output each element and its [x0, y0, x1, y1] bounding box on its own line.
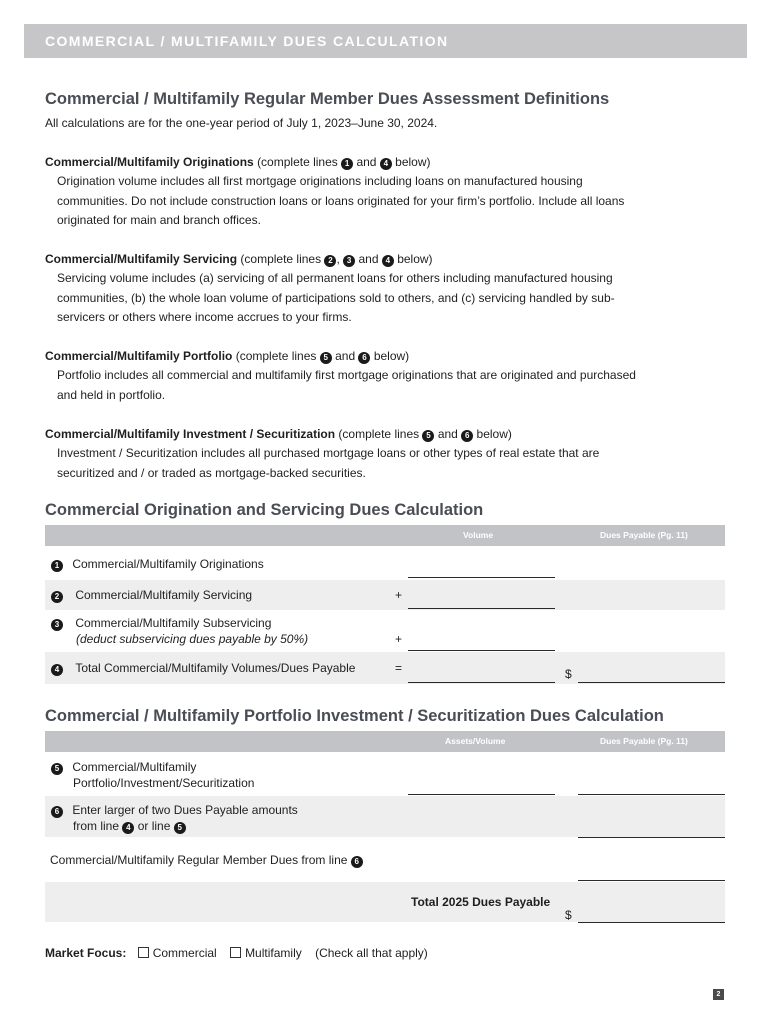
- volume-field-2[interactable]: [408, 608, 555, 609]
- def-body-line: Investment / Securitization includes all purchased mortgage loans or other types of real estate that are: [57, 446, 600, 460]
- line-number-badge: 4: [380, 158, 392, 170]
- def-portfolio-body: [57, 366, 737, 405]
- row-label: Commercial/Multifamily Servicing: [75, 588, 253, 602]
- line-number-badge: 6: [51, 806, 63, 818]
- def-servicing-title: Commercial/Multifamily Servicing (complete lines 2 , 3 and 4 below): [45, 252, 433, 266]
- table1-row-3: [51, 616, 271, 632]
- multifamily-option[interactable]: [230, 946, 302, 960]
- line-number-badge: 6: [351, 856, 363, 868]
- dues-field-4[interactable]: [578, 682, 725, 683]
- row-label-cont: Portfolio/Investment/Securitization: [73, 776, 255, 790]
- row-label: Total Commercial/Multifamily Volumes/Dues Payable: [75, 661, 356, 675]
- line-number-badge: 5: [320, 352, 332, 364]
- row-shade: [45, 882, 725, 922]
- def-instr-suffix: below): [395, 155, 431, 169]
- def-title-text: Commercial/Multifamily Portfolio: [45, 349, 233, 363]
- col-dues: Dues Payable (Pg. 11): [600, 530, 688, 540]
- line-number-badge: 6: [358, 352, 370, 364]
- def-instr: (complete lines: [338, 427, 420, 441]
- def-investment-title: [45, 427, 512, 442]
- def-body-line: Origination volume includes all first mortgage originations including loans on manufactured housing: [57, 174, 583, 188]
- line-number-badge: 5: [51, 763, 63, 775]
- def-instr: (complete lines: [240, 252, 322, 266]
- table1-row-3-sub: [76, 632, 308, 648]
- def-body-line: Servicing volume includes (a) servicing of all permanent loans for others including manufactured housing: [57, 271, 613, 285]
- market-focus-note: (Check all that apply): [315, 946, 428, 960]
- dues-field-5[interactable]: [578, 794, 725, 795]
- table1-row-4: [51, 661, 355, 677]
- market-focus-row: [45, 946, 428, 962]
- line-number-badge: 3: [343, 255, 355, 267]
- multifamily-checkbox[interactable]: [230, 947, 241, 958]
- col-volume: Volume: [463, 530, 494, 540]
- definitions-heading: Commercial / Multifamily Regular Member Dues Assessment Definitions: [45, 90, 610, 108]
- option-label: Commercial: [152, 946, 217, 960]
- def-investment-body: [57, 444, 737, 483]
- table2-row-6-cont: [73, 819, 186, 835]
- def-body-line: Portfolio includes all commercial and multifamily first mortgage originations that are originated and purchased: [57, 368, 636, 382]
- table2-heading: Commercial / Multifamily Portfolio Investment / Securitization Dues Calculation: [45, 707, 664, 725]
- def-body-line: servicers or others where income accrues to your firms.: [57, 310, 352, 324]
- def-portfolio-title: [45, 349, 409, 364]
- table2-row-6: [51, 803, 298, 819]
- page-number: 2: [713, 989, 724, 1000]
- equals-operator: =: [395, 661, 403, 675]
- def-title-text: Commercial/Multifamily Originations: [45, 155, 254, 169]
- col-assets: Assets/Volume: [445, 736, 506, 746]
- line-number-badge: 1: [341, 158, 353, 170]
- line-number-badge: 2: [324, 255, 336, 267]
- dues-field-6[interactable]: [578, 837, 725, 838]
- def-instr-suffix: below): [373, 349, 410, 363]
- currency-symbol: $: [565, 667, 572, 681]
- def-and: and: [335, 349, 356, 363]
- def-body-line: originated for main and branch offices.: [57, 213, 261, 227]
- line-number-badge: 6: [461, 430, 473, 442]
- volume-field-4[interactable]: [408, 682, 555, 683]
- row-label-cont: or line: [137, 819, 171, 833]
- row-label-cont: from line: [73, 819, 120, 833]
- row-label: Commercial/Multifamily: [72, 760, 197, 774]
- table1-header: [45, 525, 725, 546]
- volume-field-3[interactable]: [408, 650, 555, 651]
- commercial-option[interactable]: [138, 946, 217, 960]
- currency-symbol: $: [565, 908, 572, 922]
- def-body-line: communities. Do not include construction loans or loans originated for your firm’s portfolio. Include all loans: [57, 193, 625, 208]
- def-instr: (complete lines: [257, 155, 338, 169]
- def-instr: (complete lines: [235, 349, 317, 363]
- col-dues: Dues Payable (Pg. 11): [600, 736, 688, 746]
- def-servicing-body: [57, 269, 737, 328]
- def-body-line: communities, (b) the whole loan volume of participations sold to others, and (c) servicing handled by sub-: [57, 290, 615, 305]
- line-number-badge: 3: [51, 619, 63, 631]
- regular-dues-field[interactable]: [578, 880, 725, 881]
- line-number-badge: 5: [174, 822, 186, 834]
- def-originations-title: [45, 155, 431, 170]
- def-and: and: [356, 155, 377, 169]
- def-body-line: and held in portfolio.: [57, 387, 166, 402]
- line-number-badge: 2: [51, 591, 63, 603]
- row-sublabel: (deduct subservicing dues payable by 50%): [76, 632, 309, 646]
- volume-field-1[interactable]: [408, 577, 555, 578]
- assets-field-5[interactable]: [408, 794, 555, 795]
- def-originations-body: [57, 172, 737, 231]
- row-label: Commercial/Multifamily Subservicing: [75, 616, 272, 630]
- def-title-text: Commercial/Multifamily Investment / Securitization: [45, 427, 336, 441]
- plus-operator: +: [395, 632, 403, 646]
- def-title-text: Commercial/Multifamily Servicing: [45, 252, 238, 266]
- table1-row-1: [51, 557, 264, 573]
- section-banner: [24, 24, 747, 58]
- def-and: and: [358, 252, 379, 266]
- market-focus-label: Market Focus:: [45, 946, 127, 960]
- line-number-badge: 4: [122, 822, 134, 834]
- row-label: Commercial/Multifamily Originations: [72, 557, 264, 571]
- period-note: All calculations are for the one-year period of July 1, 2023–June 30, 2024.: [45, 116, 438, 130]
- line-number-badge: 5: [422, 430, 434, 442]
- def-instr-suffix: below): [476, 427, 512, 441]
- def-and: and: [437, 427, 458, 441]
- total-label: Total 2025 Dues Payable: [411, 895, 551, 909]
- table1-heading: Commercial Origination and Servicing Dues Calculation: [45, 501, 484, 519]
- row-label: Commercial/Multifamily Regular Member Dues from line: [50, 853, 348, 867]
- commercial-checkbox[interactable]: [138, 947, 149, 958]
- def-body-line: securitized and / or traded as mortgage-backed securities.: [57, 465, 366, 480]
- regular-dues-row: [50, 853, 363, 869]
- option-label: Multifamily: [245, 946, 302, 960]
- table2-row-5: [51, 760, 196, 776]
- def-instr-suffix: below): [397, 252, 433, 266]
- row-label: Enter larger of two Dues Payable amounts: [72, 803, 298, 817]
- total-dues-field[interactable]: [578, 922, 725, 923]
- plus-operator: +: [395, 588, 403, 602]
- line-number-badge: 1: [51, 560, 63, 572]
- banner-title: COMMERCIAL / MULTIFAMILY DUES CALCULATION: [45, 33, 449, 49]
- line-number-badge: 4: [51, 664, 63, 676]
- table1-row-2: [51, 588, 252, 604]
- line-number-badge: 4: [382, 255, 394, 267]
- table2-header: [45, 731, 725, 752]
